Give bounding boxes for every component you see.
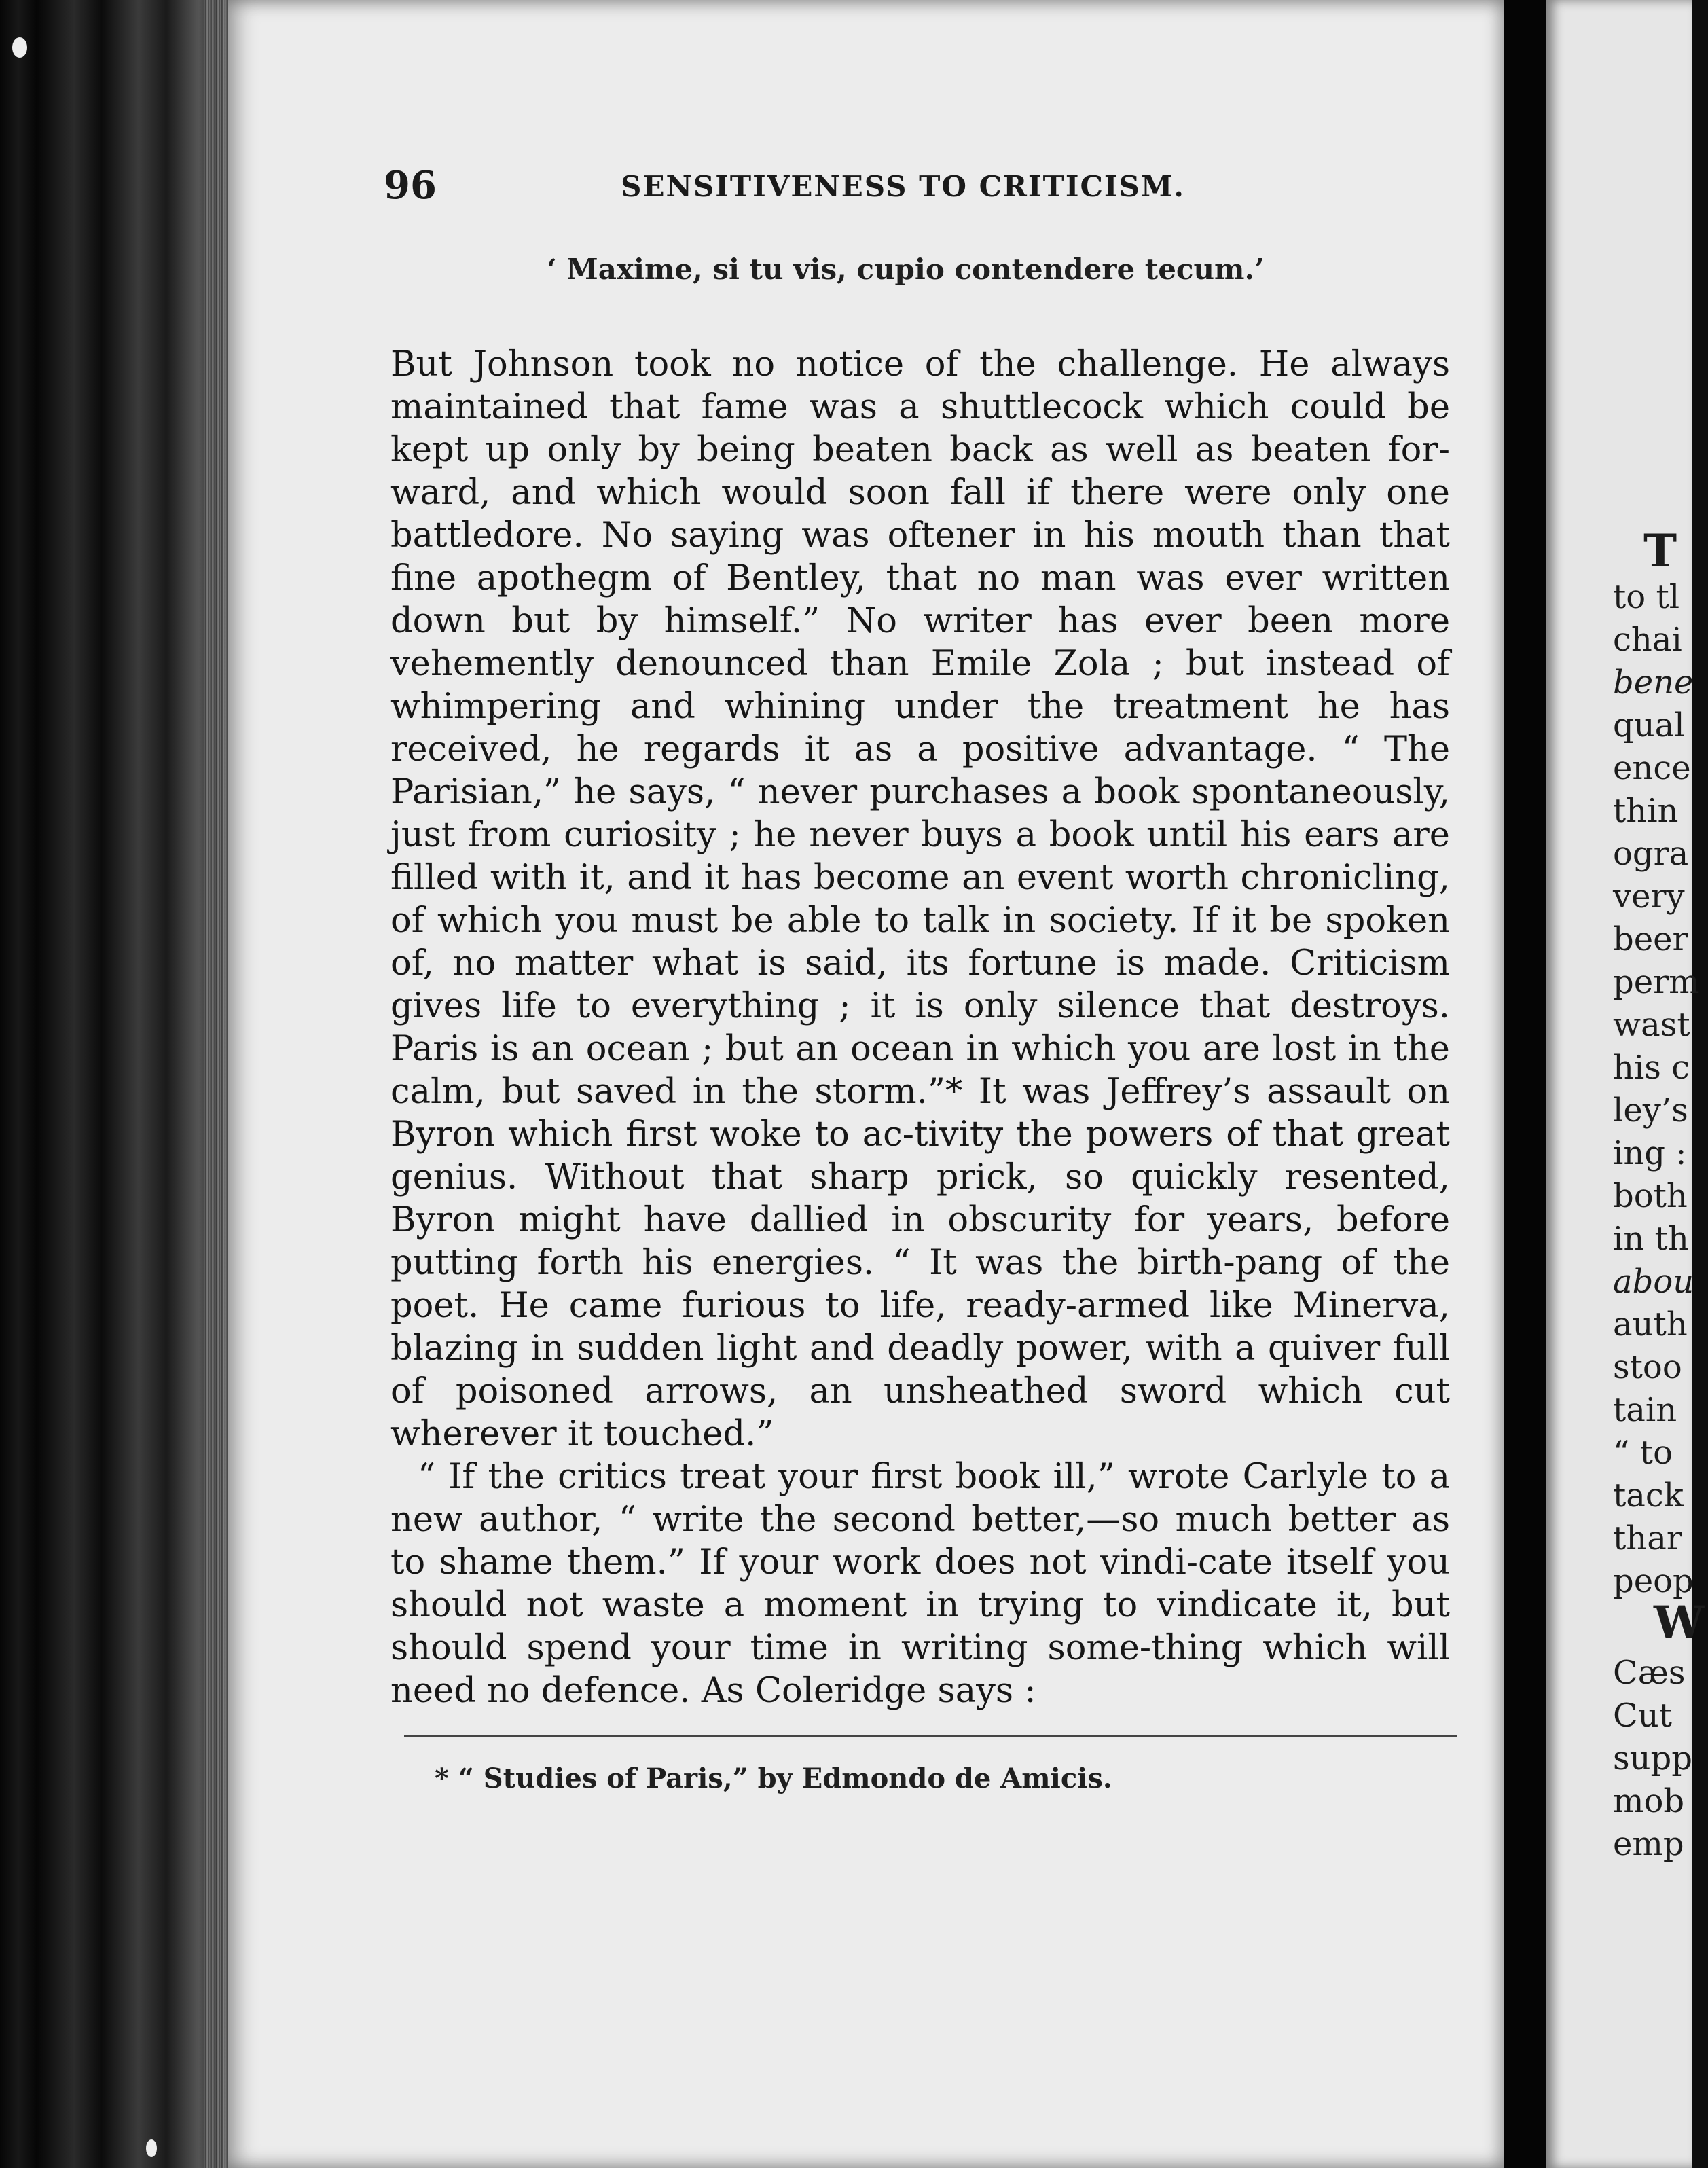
scan-speck xyxy=(146,2139,157,2157)
facing-line: tack xyxy=(1613,1477,1684,1515)
facing-line: in th xyxy=(1613,1220,1689,1258)
facing-line: “ to xyxy=(1613,1434,1673,1472)
facing-line: wast xyxy=(1613,1006,1690,1044)
running-head: SENSITIVENESS TO CRITICISM. xyxy=(621,170,1185,203)
paragraph-1: But Johnson took no notice of the challenge. He always maintained that fame was a shuttlecock which could be kept up only by being beaten back as well as beaten for-ward, and which would soon fall if there were only one battledore. No saying was oftener in his mouth than that fine apothegm of Bentley, that no man was ever written down but by himself.” No writer has ever been more vehemently denounced than Emile Zola ; but instead of whimpering and whining under the treatment he has received, he regards it as a positive advantage. “ The Parisian,” he says, “ never purchases a book spontaneously, just from curiosity ; he never buys a book until his ears are filled with it, and it has become an event worth chronicling, of which you must be able to talk in society. If it be spoken of, no matter what is said, its fortune is made. Criticism gives life to everything ; it is only silence that destroys. Paris is an ocean ; but an ocean in which you are lost in the calm, but saved in the storm.”* It was Jeffrey’s assault on Byron which first woke to ac-tivity the powers of that great genius. Without that sharp prick, so quickly resented, Byron might have dallied in obscurity for years, before putting forth his energies. “ It was the birth-pang of the poet. He came furious to life, ready-armed like Minerva, blazing in sudden light and deadly power, with a quiver full of poisoned arrows, an unsheathed sword which cut wherever it touched.” xyxy=(390,344,1450,1454)
facing-line: W xyxy=(1654,1596,1705,1649)
facing-line: peop xyxy=(1613,1562,1694,1600)
facing-line: T xyxy=(1643,524,1677,577)
facing-line: ence xyxy=(1613,749,1691,787)
facing-line: to tl xyxy=(1613,578,1680,616)
facing-line: ogra xyxy=(1613,835,1689,873)
page-header xyxy=(384,163,1185,224)
facing-line: perm xyxy=(1613,963,1700,1001)
facing-line: very xyxy=(1613,878,1685,916)
facing-line: stoo xyxy=(1613,1348,1682,1386)
paragraph-2: “ If the critics treat your first book ill,” wrote Carlyle to a new author, “ write the second better,—so much better as to shame them.” If your work does not vindi-cate itself you should not waste a moment in trying to vindicate it, but should spend your time in writing some-thing which will need no defence. As Coleridge says : xyxy=(390,1457,1450,1711)
facing-page-text xyxy=(1613,0,1708,2168)
page-number: 96 xyxy=(384,163,437,208)
facing-line: qual xyxy=(1613,706,1685,744)
facing-line: chai xyxy=(1613,621,1682,659)
facing-line: Cut xyxy=(1613,1697,1672,1735)
facing-line: ing : xyxy=(1613,1134,1687,1172)
page-stack-edge xyxy=(204,0,231,2168)
facing-line: tain xyxy=(1613,1391,1677,1429)
book-gutter xyxy=(1504,0,1546,2168)
facing-line: Cæs xyxy=(1613,1654,1686,1692)
epigraph: ‘ Maxime, si tu vis, cupio contendere tecum.’ xyxy=(547,253,1265,286)
facing-line: mob xyxy=(1613,1782,1685,1820)
facing-line: thin xyxy=(1613,792,1679,830)
facing-line: auth xyxy=(1613,1305,1688,1343)
scan-speck xyxy=(12,37,27,58)
facing-line: emp xyxy=(1613,1825,1684,1863)
facing-line: ley’s xyxy=(1613,1091,1688,1130)
facing-line: beer xyxy=(1613,920,1688,958)
facing-line: both xyxy=(1613,1177,1688,1215)
facing-line: thar xyxy=(1613,1519,1682,1557)
facing-line: his c xyxy=(1613,1049,1690,1087)
book-spine xyxy=(0,0,231,2168)
facing-line: supp xyxy=(1613,1739,1692,1777)
footnote: * “ Studies of Paris,” by Edmondo de Amicis. xyxy=(435,1763,1112,1794)
body-text xyxy=(390,343,1450,1712)
footnote-rule xyxy=(404,1735,1457,1737)
facing-line: abou xyxy=(1613,1263,1694,1301)
facing-line: bene xyxy=(1613,664,1694,702)
